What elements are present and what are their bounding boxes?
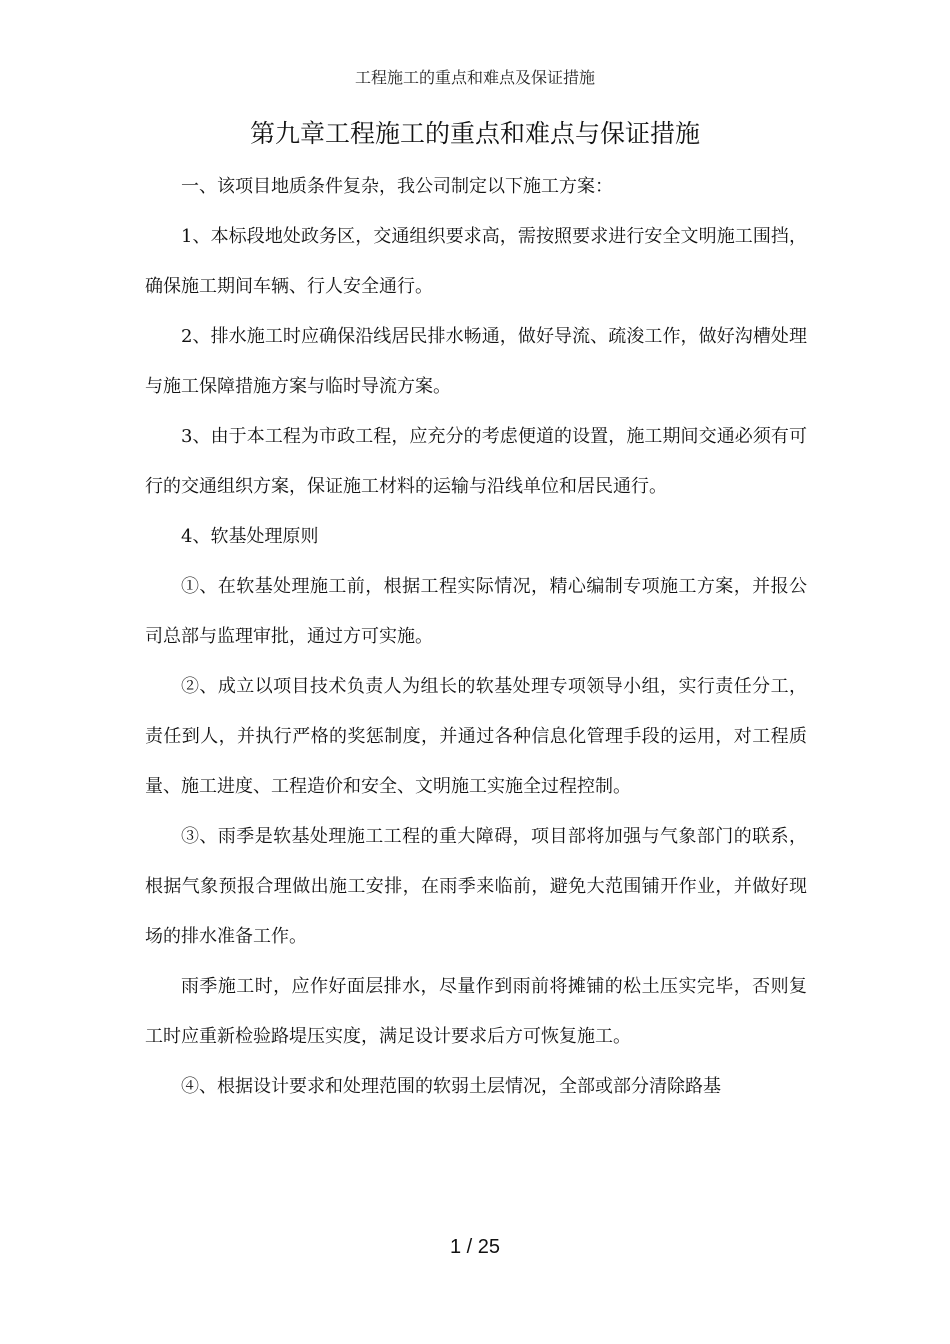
page-title: 第九章工程施工的重点和难点与保证措施 <box>249 119 700 148</box>
paragraph: 4、软基处理原则 <box>181 526 319 547</box>
paragraph: 雨季施工时，应作好面层排水，尽量作到雨前将摊铺的松土压实完毕，否则复工时应重新检验路堤压实度，满足设计要求后方可恢复施工。 <box>145 976 807 1047</box>
page-number: 1 / 25 <box>449 1236 501 1258</box>
document-body <box>145 162 807 1112</box>
paragraph: 一、该项目地质条件复杂，我公司制定以下施工方案： <box>181 176 613 197</box>
paragraph: ③、雨季是软基处理施工工程的重大障碍，项目部将加强与气象部门的联系，根据气象预报合理做出施工安排，在雨季来临前，避免大范围铺开作业，并做好现场的排水准备工作。 <box>145 826 807 947</box>
paragraph: 1、本标段地处政务区，交通组织要求高，需按照要求进行安全文明施工围挡，确保施工期间车辆、行人安全通行。 <box>145 226 807 297</box>
paragraph: 3、由于本工程为市政工程，应充分的考虑便道的设置，施工期间交通必须有可行的交通组织方案，保证施工材料的运输与沿线单位和居民通行。 <box>145 426 807 497</box>
paragraph: ②、成立以项目技术负责人为组长的软基处理专项领导小组，实行责任分工，责任到人，并执行严格的奖惩制度，并通过各种信息化管理手段的运用，对工程质量、施工进度、工程造价和安全、文明施工实施全过程控制。 <box>145 676 807 797</box>
paragraph: ④、根据设计要求和处理范围的软弱土层情况，全部或部分清除路基 <box>181 1076 721 1097</box>
paragraph: ①、在软基处理施工前，根据工程实际情况，精心编制专项施工方案，并报公司总部与监理审批，通过方可实施。 <box>145 576 807 647</box>
running-header: 工程施工的重点和难点及保证措施 <box>354 68 595 87</box>
paragraph: 2、排水施工时应确保沿线居民排水畅通，做好导流、疏浚工作，做好沟槽处理与施工保障措施方案与临时导流方案。 <box>145 326 807 397</box>
